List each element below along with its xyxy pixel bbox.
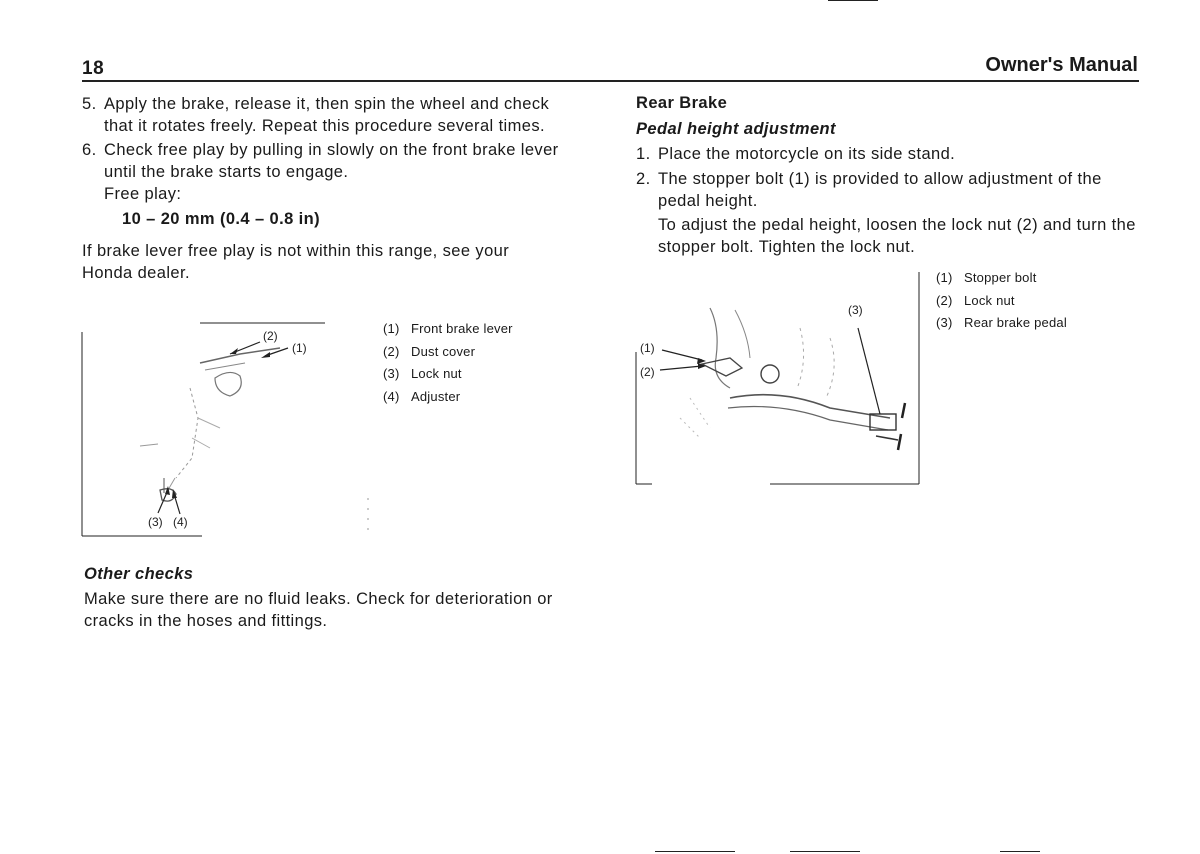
rear-brake-pedal-figure — [630, 268, 922, 488]
front-brake-legend — [383, 318, 513, 408]
step-text: Place the motorcycle on its side stand. — [658, 145, 956, 163]
step-number: 6. — [82, 141, 97, 159]
top-crop-mark — [828, 0, 878, 1]
step-2 — [636, 168, 1136, 212]
step-1 — [636, 143, 1136, 165]
other-checks-section — [84, 563, 564, 632]
step-6 — [82, 139, 582, 183]
right-column — [636, 92, 1136, 258]
other-checks-heading: Other checks — [84, 565, 194, 583]
legend-item: (3) Rear brake pedal — [936, 315, 1067, 330]
step-number: 2. — [636, 170, 651, 188]
free-play-note: If brake lever free play is not within this range, see your Honda dealer. — [82, 242, 510, 282]
step-5 — [82, 93, 582, 137]
bottom-crop-mark-1 — [655, 851, 735, 852]
legend-item: (1) Stopper bolt — [936, 270, 1037, 285]
bottom-crop-mark-3 — [1000, 851, 1040, 852]
step-number: 5. — [82, 95, 97, 113]
rear-brake-pedal-illustration — [630, 268, 922, 488]
legend-item: (2) Lock nut — [936, 292, 1015, 308]
step-text: Apply the brake, release it, then spin the wheel and check that it rotates freely. Repeat this procedure several times. — [104, 95, 550, 135]
callout-label: (1) — [640, 341, 655, 355]
adjust-instruction: To adjust the pedal height, loosen the lock nut (2) and turn the stopper bolt. Tighten the lock nut. — [658, 216, 1136, 256]
free-play-label: Free play: — [104, 185, 182, 203]
front-brake-lever-illustration — [80, 318, 380, 540]
legend-item: (1) Front brake lever — [383, 321, 513, 336]
header-rule — [82, 80, 1139, 82]
step-text: The stopper bolt (1) is provided to allow adjustment of the pedal height. — [658, 170, 1102, 210]
legend-item: (4) Adjuster — [383, 388, 461, 404]
callout-label: (3) — [148, 515, 163, 529]
page-number: 18 — [82, 58, 105, 79]
callout-label: (2) — [263, 329, 278, 343]
legend-item: (2) Dust cover — [383, 343, 476, 359]
step-text: Check free play by pulling in slowly on the front brake lever until the brake starts to engage. — [104, 141, 559, 181]
callout-label: (4) — [173, 515, 188, 529]
other-checks-text: Make sure there are no fluid leaks. Check for deterioration or cracks in the hoses and fittings. — [84, 590, 553, 630]
callout-label: (2) — [640, 365, 655, 379]
free-play-value: 10 – 20 mm (0.4 – 0.8 in) — [122, 210, 321, 228]
manual-title: Owner's Manual — [985, 54, 1138, 76]
callout-label: (3) — [848, 303, 863, 317]
legend-item: (3) Lock nut — [383, 366, 462, 381]
bottom-crop-mark-2 — [790, 851, 860, 852]
subheading: Pedal height adjustment — [636, 120, 836, 138]
rear-brake-legend — [936, 267, 1067, 335]
step-number: 1. — [636, 145, 651, 163]
section-heading: Rear Brake — [636, 94, 728, 112]
front-brake-lever-figure — [80, 318, 380, 540]
left-column — [82, 93, 582, 284]
callout-label: (1) — [292, 341, 307, 355]
